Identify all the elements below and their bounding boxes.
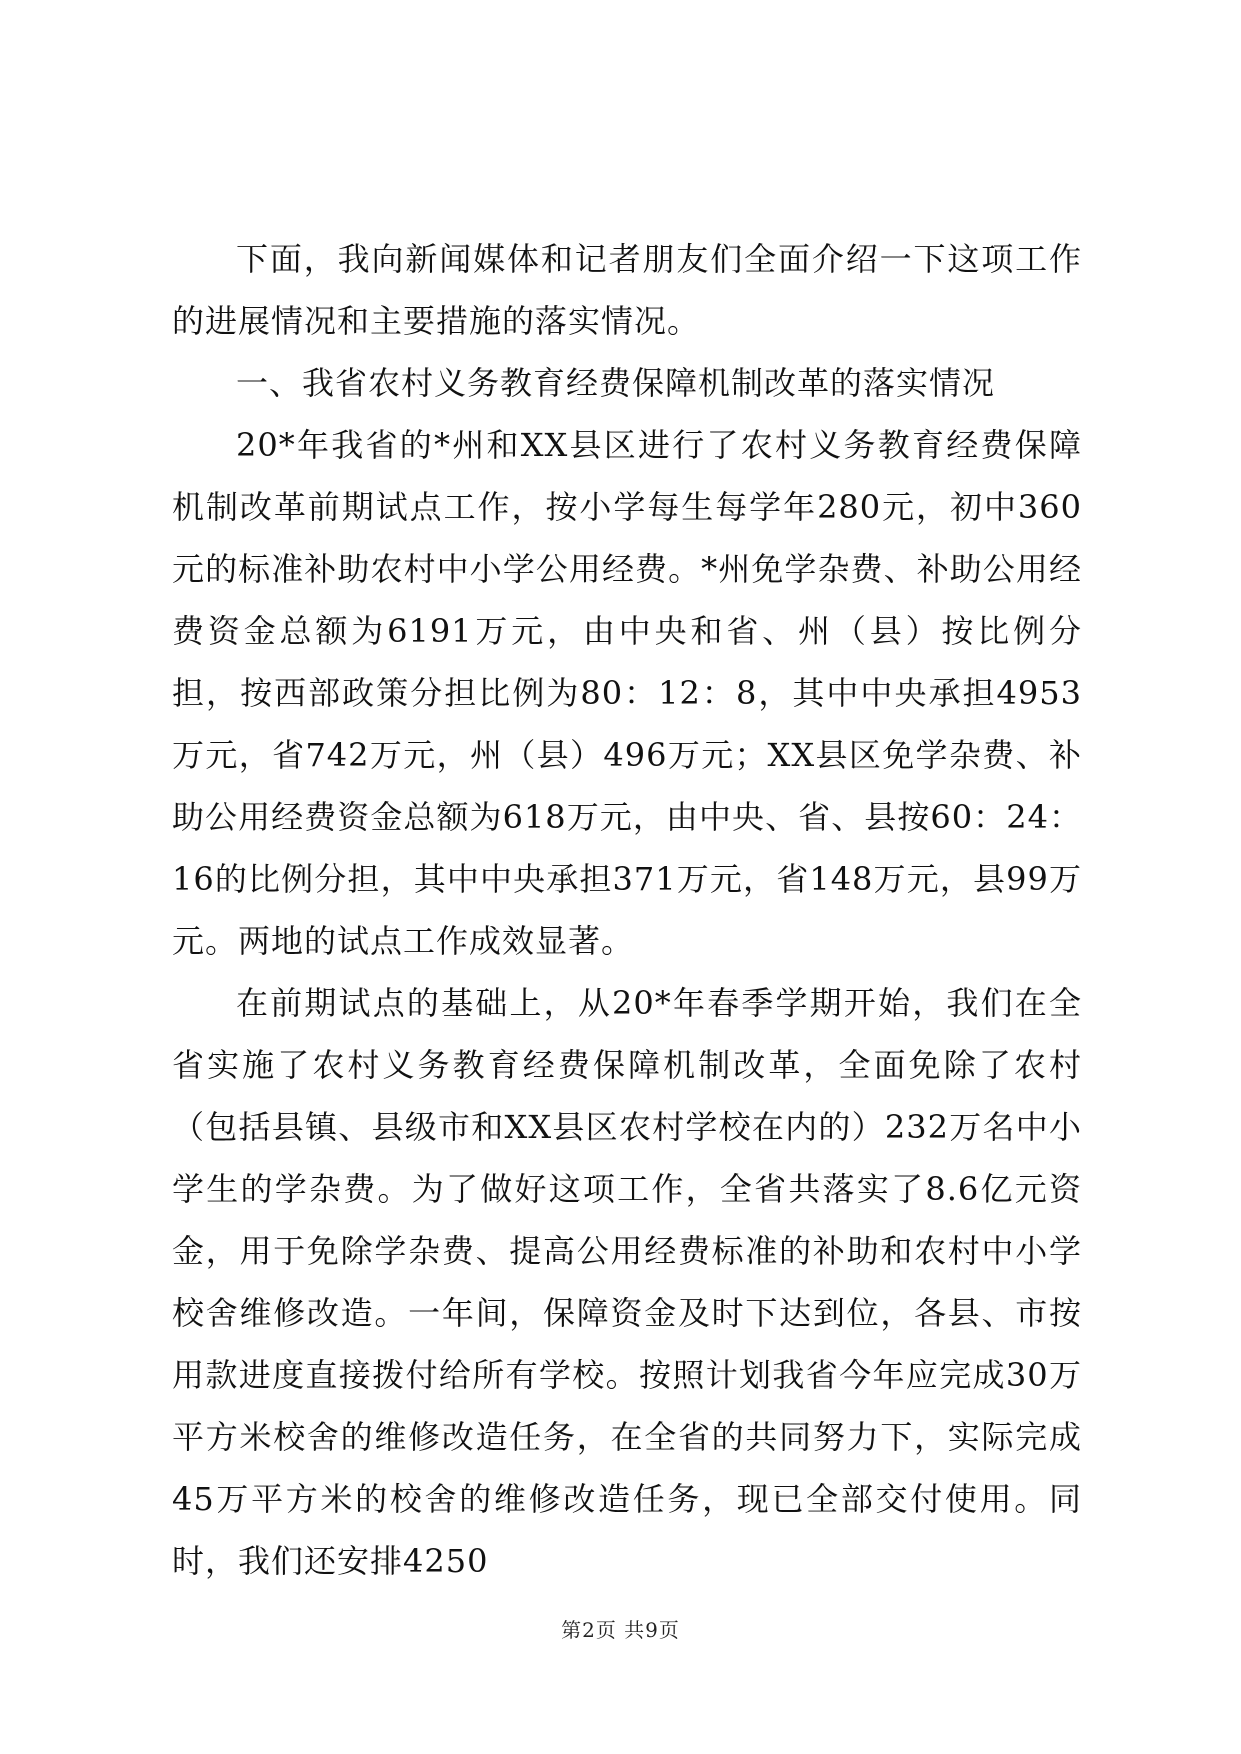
document-body: [172, 228, 1082, 1592]
paragraph-implementation: 在前期试点的基础上，从20*年春季学期开始，我们在全省实施了农村义务教育经费保障机制改革，全面免除了农村（包括县镇、县级市和XX县区农村学校在内的）232万名中小学生的学杂费。为了做好这项工作，全省共落实了8.6亿元资金，用于免除学杂费、提高公用经费标准的补助和农村中小学校舍维修改造。一年间，保障资金及时下达到位，各县、市按用款进度直接拨付给所有学校。按照计划我省今年应完成30万平方米校舍的维修改造任务，在全省的共同努力下，实际完成45万平方米的校舍的维修改造任务，现已全部交付使用。同时，我们还安排4250: [172, 984, 1082, 1580]
paragraph-pilot: 20*年我省的*州和XX县区进行了农村义务教育经费保障机制改革前期试点工作，按小学每生每学年280元，初中360元的标准补助农村中小学公用经费。*州免学杂费、补助公用经费资金总额为6191万元，由中央和省、州（县）按比例分担，按西部政策分担比例为80：12：8，其中中央承担4953万元，省742万元，州（县）496万元；XX县区免学杂费、补助公用经费资金总额为618万元，由中央、省、县按60：24：16的比例分担，其中中央承担371万元，省148万元，县99万元。两地的试点工作成效显著。: [172, 426, 1082, 960]
page-number-footer: 第2页 共9页: [561, 1618, 680, 1642]
paragraph-intro: 下面，我向新闻媒体和记者朋友们全面介绍一下这项工作的进展情况和主要措施的落实情况。: [172, 240, 1082, 340]
section-heading: 一、我省农村义务教育经费保障机制改革的落实情况: [236, 364, 996, 402]
